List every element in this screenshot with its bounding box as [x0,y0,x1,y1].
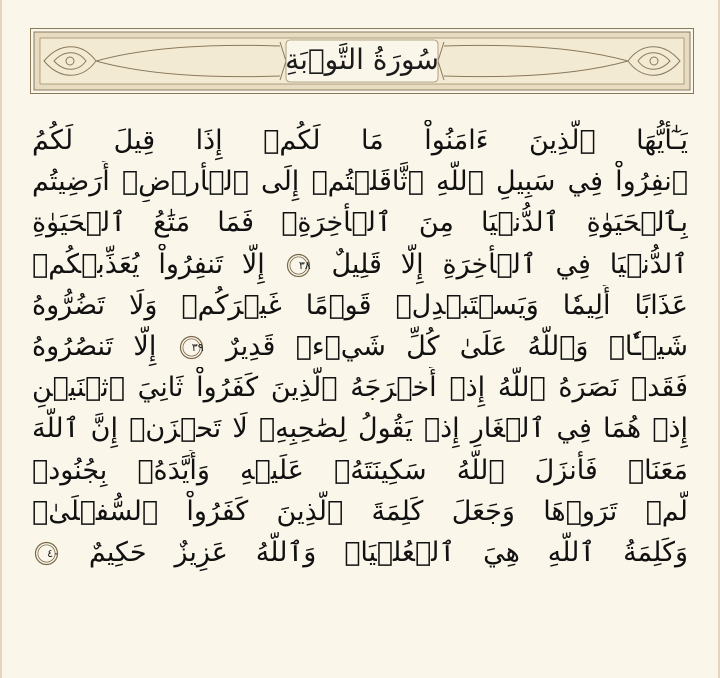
verse-text: يَـٰٓأَيُّهَا ٱلَّذِينَ ءَامَنُواْ مَا لَكُمۡ إِذَا قِيلَ لَكُمُ [32,125,688,156]
verse-line [32,491,688,532]
verse-line [32,161,688,202]
verse-line [32,408,688,449]
verse-line [32,120,688,161]
verse-line [32,285,688,326]
verse-text: إِلَّا تَنصُرُوهُ [32,330,157,362]
verse-line [32,367,688,408]
verse-text: شَيۡـٔٗاۗ وَٱللَّهُ عَلَىٰ كُلِّ شَيۡءٖ قَدِيرٌ [225,330,688,362]
verse-text: ٱلدُّنۡيَا فِي ٱلۡأٓخِرَةِ إِلَّا قَلِيلٌ [331,248,688,280]
verse-line [32,450,688,491]
verse-text: إِلَّا تَنفِرُواْ يُعَذِّبۡكُمۡ [32,248,265,280]
verse-text: لَّمۡ تَرَوۡهَا وَجَعَلَ كَلِمَةَ ٱلَّذِينَ كَفَرُواْ ٱلسُّفۡلَىٰۗ [32,495,688,527]
surah-title: سُورَةُ التَّوۡبَةِ [285,43,439,76]
verse-line [32,532,688,573]
ayah-number-marker [286,253,311,278]
verse-text-block [32,120,688,573]
verse-text: ٱنفِرُواْ فِي سَبِيلِ ٱللَّهِ ٱثَّاقَلۡتُمۡ إِلَى ٱلۡأَرۡضِۚ أَرَضِيتُم [32,166,688,198]
verse-text: عَذَابًا أَلِيمٗا وَيَسۡتَبۡدِلۡ قَوۡمًا غَيۡرَكُمۡ وَلَا تَضُرُّوهُ [32,289,688,321]
verse-text: إِذۡ هُمَا فِي ٱلۡغَارِ إِذۡ يَقُولُ لِصَٰحِبِهِۦ لَا تَحۡزَنۡ إِنَّ ٱللَّهَ [32,413,688,445]
verse-text: مَعَنَاۖ فَأَنزَلَ ٱللَّهُ سَكِينَتَهُۥ عَلَيۡهِ وَأَيَّدَهُۥ بِجُنُودٖ [32,454,688,486]
surah-header [30,28,694,94]
ayah-number-marker [179,335,204,360]
verse-text: فَقَدۡ نَصَرَهُ ٱللَّهُ إِذۡ أَخۡرَجَهُ ٱلَّذِينَ كَفَرُواْ ثَانِيَ ٱثۡنَيۡنِ [32,372,688,404]
verse-line [32,244,688,285]
verse-text: وَكَلِمَةُ ٱللَّهِ هِيَ ٱلۡعُلۡيَاۗ وَٱللَّهُ عَزِيزٌ حَكِيمٌ [88,536,688,568]
ayah-number: ٤٠ [47,546,59,560]
ayah-number: ٣٩ [191,340,204,354]
verse-line [32,202,688,243]
ayah-number-marker [34,541,59,566]
verse-line [32,326,688,367]
verse-text: بِٱلۡحَيَوٰةِ ٱلدُّنۡيَا مِنَ ٱلۡأٓخِرَةِۚ فَمَا مَتَٰعُ ٱلۡحَيَوٰةِ [32,207,688,239]
ayah-number: ٣٨ [298,258,311,272]
